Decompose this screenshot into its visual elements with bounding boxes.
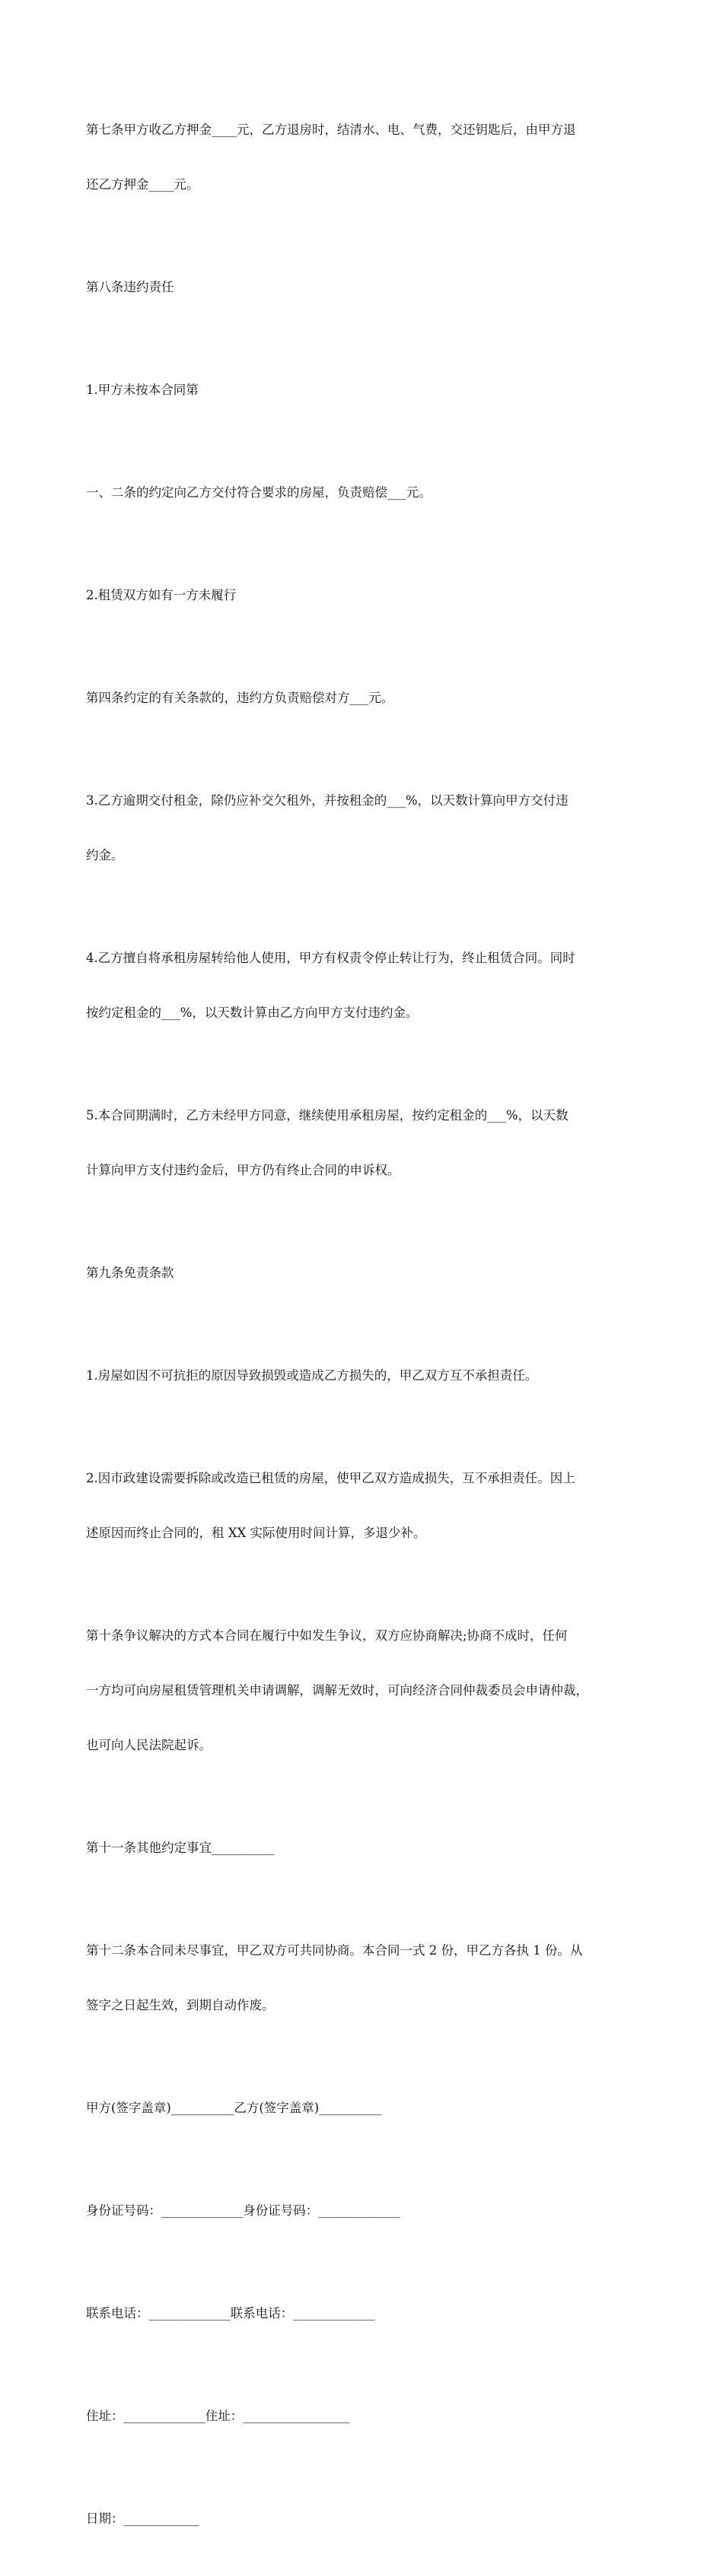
text-line: 第十条争议解决的方式本合同在履行中如发生争议，双方应协商解决;协商不成时，任何 [86,1628,568,1643]
clause-8-item-2a [86,550,649,641]
text-line: 第十一条其他约定事宜__________ [86,1841,275,1855]
text-line: 第十二条本合同未尽事宜，甲乙双方可共同协商。本合同一式 2 份，甲乙方各执 1 份。从 [86,1943,583,1958]
text-line: 甲方(签字盖章)__________乙方(签字盖章)__________ [86,2101,382,2115]
date-line [86,2473,649,2565]
signature-line [86,2063,649,2154]
clause-8-item-2b [86,653,649,744]
text-line: 第七条甲方收乙方押金____元，乙方退房时，结清水、电、气费，交还钥匙后，由甲方退 [86,122,576,137]
text-line: 身份证号码：_____________身份证号码：_____________ [86,2203,400,2218]
text-line: 约金。 [86,848,124,862]
phone-line [86,2268,649,2359]
document-page [86,84,649,2576]
address-line [86,2371,649,2462]
clause-12-misc [86,1905,649,2051]
clause-8-item-3 [86,755,649,901]
text-line: 联系电话：_____________联系电话：_____________ [86,2306,375,2320]
clause-8-item-1a [86,345,649,436]
clause-7-deposit [86,84,649,230]
clause-9-item-1 [86,1330,649,1421]
text-line: 住址：_____________住址：_________________ [86,2409,350,2423]
text-line: 第八条违约责任 [86,280,174,294]
text-line: 计算向甲方支付违约金后，甲方仍有终止合同的申诉权。 [86,1163,400,1177]
text-line: 按约定租金的___%，以天数计算由乙方向甲方支付违约金。 [86,1005,419,1020]
clause-8-item-4 [86,913,649,1059]
text-line: 5.本合同期满时，乙方未经甲方同意，继续使用承租房屋，按约定租金的___%，以天数 [86,1108,569,1123]
text-line: 2.租赁双方如有一方未履行 [86,588,237,602]
text-line: 也可向人民法院起诉。 [86,1738,212,1752]
text-line: 述原因而终止合同的，租 XX 实际使用时间计算，多退少补。 [86,1526,426,1540]
text-line: 日期：____________ [86,2511,199,2526]
clause-8-item-1b [86,447,649,538]
text-line: 还乙方押金____元。 [86,177,199,192]
text-line: 2.因市政建设需要拆除或改造已租赁的房屋，使甲乙双方造成损失，互不承担责任。因上 [86,1471,575,1485]
clause-11-other [86,1803,649,1894]
clause-8-item-5 [86,1070,649,1216]
text-line: 一方均可向房屋租赁管理机关申请调解，调解无效时，可向经济合同仲裁委员会申请仲裁， [86,1683,588,1698]
text-line: 第四条约定的有关条款的，违约方负责赔偿对方___元。 [86,691,394,705]
clause-10-dispute [86,1590,649,1791]
clause-9-item-2 [86,1433,649,1579]
text-line: 4.乙方擅自将承租房屋转给他人使用，甲方有权责令停止转让行为，终止租赁合同。同时 [86,951,575,965]
text-line: 1.房屋如因不可抗拒的原因导致损毁或造成乙方损失的，甲乙双方互不承担责任。 [86,1368,538,1383]
id-number-line [86,2165,649,2257]
text-line: 3.乙方逾期交付租金，除仍应补交欠租外，并按租金的___%，以天数计算向甲方交付违 [86,793,569,808]
text-line: 签字之日起生效，到期自动作废。 [86,1998,275,2012]
text-line: 第九条免责条款 [86,1266,174,1280]
clause-9-heading [86,1228,649,1319]
clause-8-heading [86,242,649,333]
text-line: 1.甲方未按本合同第 [86,383,199,397]
text-line: 一、二条的约定向乙方交付符合要求的房屋，负责赔偿___元。 [86,485,432,500]
